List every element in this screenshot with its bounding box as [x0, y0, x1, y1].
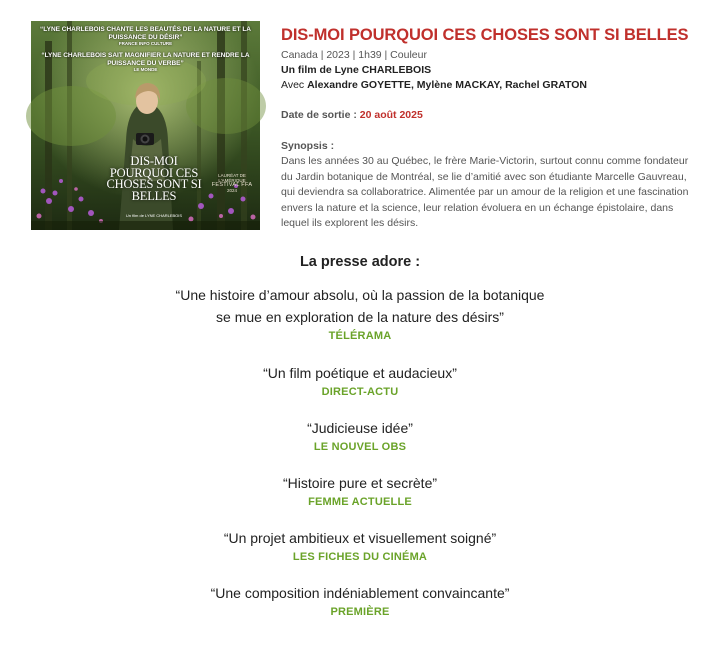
- poster-festival-line2: FESTIVAL FFA: [211, 182, 253, 188]
- film-cast-prefix: Avec: [281, 79, 308, 91]
- poster-quote-2-source: LE MONDE: [133, 67, 158, 72]
- press-quote: “Judicieuse idée”: [307, 420, 413, 436]
- film-cast-names: Alexandre GOYETTE, Mylène MACKAY, Rachel GRATON: [307, 79, 587, 91]
- press-quote: “Un projet ambitieux et visuellement soigné”: [223, 530, 497, 546]
- press-heading: La presse adore :: [299, 254, 421, 270]
- press-section: [0, 245, 720, 620]
- release-info: [281, 108, 701, 123]
- poster-quote-1-text: “LYNE CHARLEBOIS CHANTE LES BEAUTÉS DE LA NATURE ET LA PUISSANCE DU DÉSIR”: [39, 26, 252, 41]
- poster-logo-left: Aurora GOYETTE: [39, 232, 72, 237]
- poster-festival-line1: LAURÉAT DE L'AMÉRIQUE: [218, 173, 246, 183]
- release-date: 20 août 2025: [359, 109, 423, 121]
- press-quote-line1: “Une histoire d’amour absolu, où la passion de la botanique: [175, 287, 545, 303]
- synopsis-label: Synopsis :: [281, 140, 335, 152]
- press-source: PREMIÈRE: [330, 606, 390, 618]
- press-source: FEMME ACTUELLE: [308, 496, 412, 508]
- film-title: DIS-MOI POURQUOI CES CHOSES SONT SI BELLES: [281, 26, 689, 44]
- poster-quote-1-source: FRANCE INFO CULTURE: [118, 41, 173, 46]
- press-item-fiches-cinema: [0, 527, 720, 565]
- poster-quote-1: [37, 26, 254, 47]
- film-header: [0, 0, 720, 245]
- poster-quote-2-text: “LYNE CHARLEBOIS SAIT MAGNIFIER LA NATURE ET RENDRE LA PUISSANCE DU VERBE”: [41, 52, 250, 67]
- press-source: DIRECT-ACTU: [321, 386, 399, 398]
- poster-quote-2: [37, 52, 254, 73]
- press-quote-line2: se mue en exploration de la nature des désirs”: [216, 309, 504, 325]
- press-quote: “Une composition indéniablement convaincante”: [210, 585, 510, 601]
- press-item-direct-actu: [0, 362, 720, 400]
- poster-title-credit: Un film de LYNE CHARLEBOIS: [125, 213, 183, 218]
- press-item-nouvel-obs: [0, 417, 720, 455]
- press-quote-list: [0, 284, 720, 620]
- synopsis-text: Dans les années 30 au Québec, le frère Marie-Victorin, surtout connu comme fondateur du Jardin botanique de Montréal, se lie d’amitié avec son étudiante Marcelle Gauvreau, qui deviendra sa collaboratrice. Alimentée par un amour de la religion et une fascination envers la nature et la science, leur relation évoluera en un échange épistolaire, dans lequel ils explorent les désirs.: [281, 155, 689, 229]
- poster-festival-line3: 2024: [226, 188, 237, 193]
- film-director: Un film de Lyne CHARLEBOIS: [281, 64, 432, 76]
- press-quote: “Histoire pure et secrète”: [282, 475, 438, 491]
- press-item-femme-actuelle: [0, 472, 720, 510]
- film-poster[interactable]: [31, 21, 260, 240]
- press-quote: “Un film poétique et audacieux”: [263, 365, 457, 381]
- film-info: [281, 24, 701, 232]
- poster-festival-laurel: [207, 173, 257, 193]
- press-source: LE NOUVEL OBS: [313, 441, 407, 453]
- press-quote: [0, 284, 720, 328]
- press-source: LES FICHES DU CINÉMA: [292, 551, 428, 563]
- poster-title: DIS-MOI POURQUOI CES CHOSES SONT SI BELLES: [106, 154, 202, 203]
- press-item-premiere: [0, 582, 720, 620]
- poster-tagline: INSPIRÉ D'UNE HISTOIRE VRAIE: [110, 235, 181, 240]
- film-cast: [281, 78, 701, 93]
- press-item-telerama: [0, 284, 720, 344]
- release-label: Date de sortie :: [281, 109, 360, 121]
- film-meta: Canada | 2023 | 1h39 | Couleur: [281, 49, 427, 61]
- press-source: TÉLÉRAMA: [328, 330, 392, 342]
- poster-logo-right: Étoile MACKAY: [227, 232, 255, 237]
